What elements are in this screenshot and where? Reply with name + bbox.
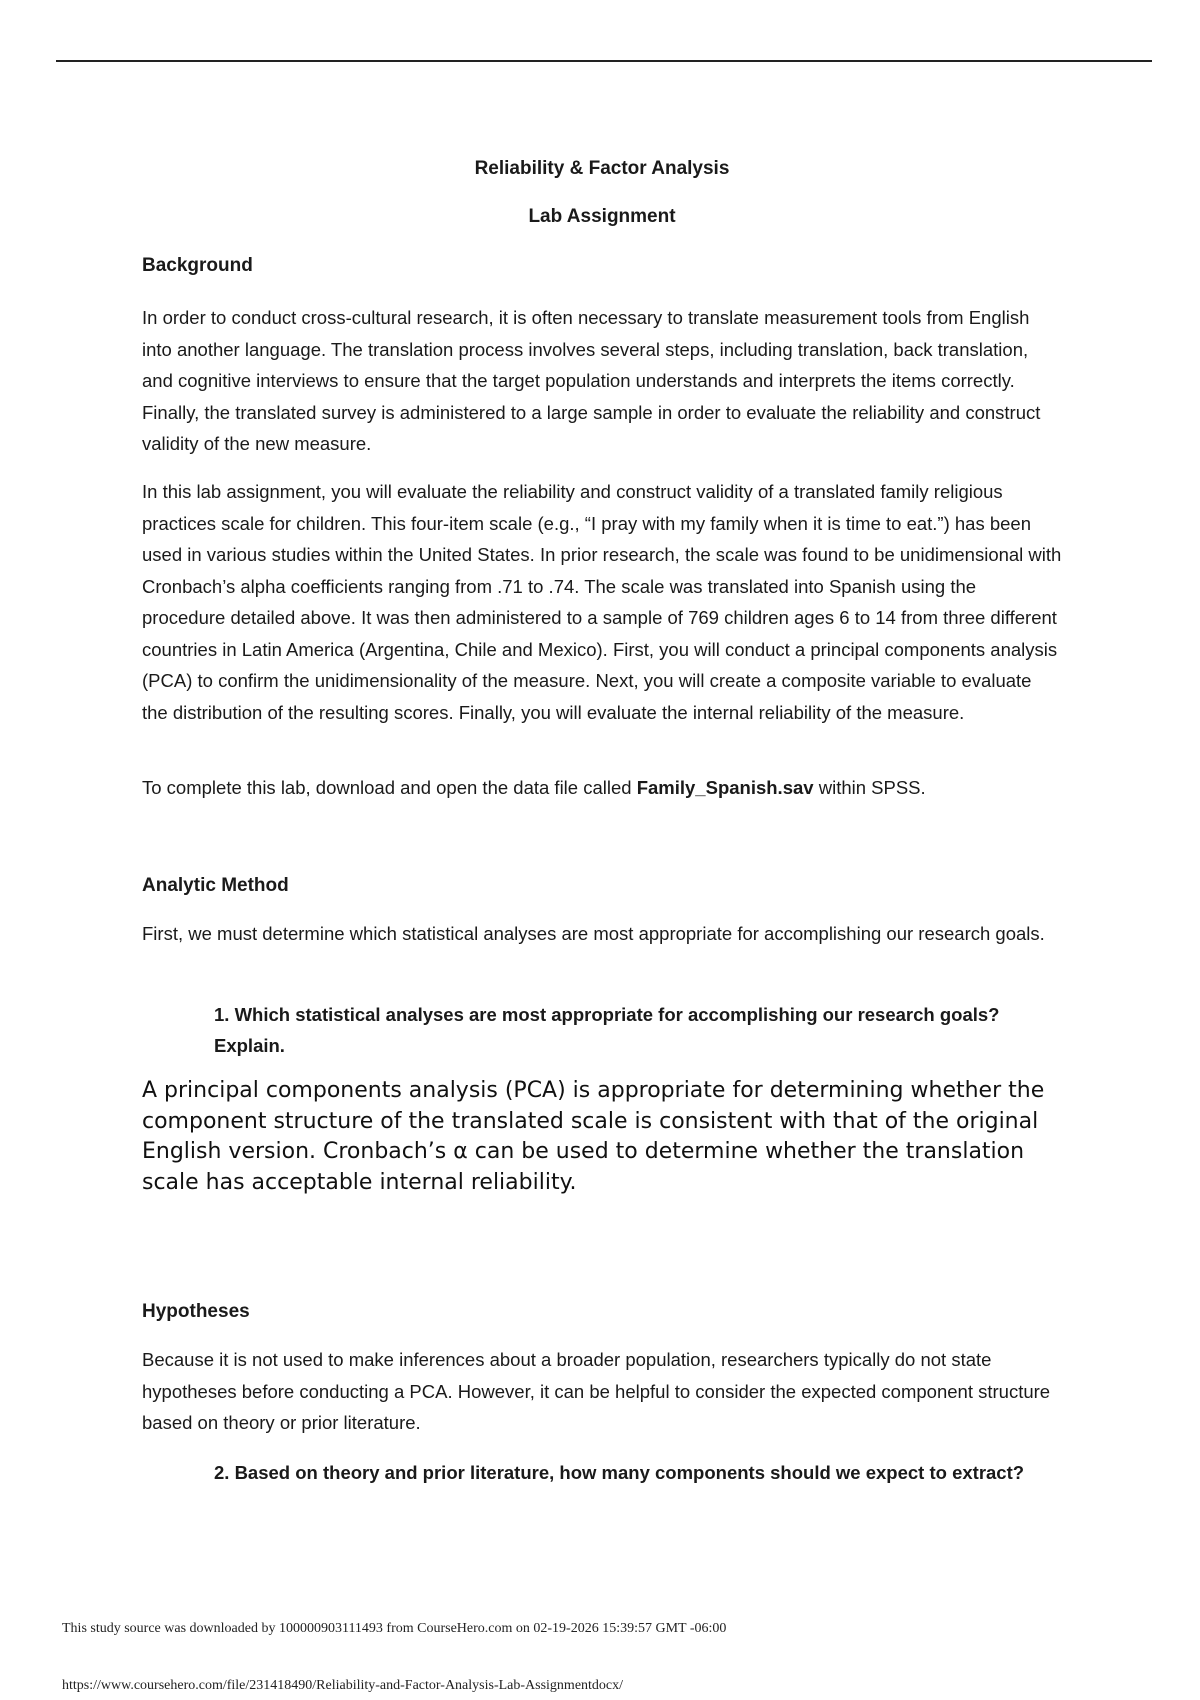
- document-subtitle: Lab Assignment: [528, 206, 676, 227]
- background-paragraph-3: [142, 772, 1062, 804]
- top-rule: [56, 60, 1152, 62]
- analytic-method-heading: Analytic Method: [142, 875, 289, 896]
- answer-1: A principal components analysis (PCA) is appropriate for determining whether the component structure of the translated scale is consistent with that of the original English version. Cronbach’s α can be used to determine whether the translation scale has acceptable internal reliability.: [142, 1078, 1045, 1195]
- hypotheses-heading: Hypotheses: [142, 1301, 250, 1322]
- background-paragraph-2: In this lab assignment, you will evaluate the reliability and construct validity of a translated family religious practices scale for children. This four-item scale (e.g., “I pray with my family when it is time to eat.”) has been used in various studies within the United States. In prior research, the scale was found to be unidimensional with Cronbach’s alpha coefficients ranging from .71 to .74. The scale was translated into Spanish using the procedure detailed above. It was then administered to a sample of 769 children ages 6 to 14 from three different countries in Latin America (Argentina, Chile and Mexico). First, you will conduct a principal components analysis (PCA) to confirm the unidimensionality of the measure. Next, you will create a composite variable to evaluate the distribution of the resulting scores. Finally, you will evaluate the internal reliability of the measure.: [142, 481, 1062, 723]
- document-title: Reliability & Factor Analysis: [474, 158, 730, 179]
- background-paragraph-1: In order to conduct cross-cultural research, it is often necessary to translate measurement tools from English into another language. The translation process involves several steps, including translation, back translation, and cognitive interviews to ensure that the target population understands and interprets the items correctly. Finally, the translated survey is administered to a large sample in order to evaluate the reliability and construct validity of the new measure.: [142, 307, 1041, 454]
- hypotheses-paragraph: Because it is not used to make inferences about a broader population, researchers typically do not state hypotheses before conducting a PCA. However, it can be helpful to consider the expected component structure based on theory or prior literature.: [142, 1349, 1051, 1433]
- question-1: 1. Which statistical analyses are most appropriate for accomplishing our research goals? Explain.: [214, 1004, 1000, 1056]
- background-heading: Background: [142, 255, 253, 276]
- paragraph3-suffix: within SPSS.: [813, 777, 926, 798]
- source-url[interactable]: https://www.coursehero.com/file/231418490/Reliability-and-Factor-Analysis-Lab-Assignmentdocx/: [62, 1678, 624, 1693]
- paragraph3-prefix: To complete this lab, download and open the data file called: [142, 777, 637, 798]
- download-notice: This study source was downloaded by 100000903111493 from CourseHero.com on 02-19-2026 15:39:57 GMT -06:00: [62, 1621, 727, 1636]
- question-2: 2. Based on theory and prior literature, how many components should we expect to extract?: [214, 1462, 1025, 1483]
- analytic-method-paragraph: First, we must determine which statistical analyses are most appropriate for accomplishing our research goals.: [142, 923, 1045, 944]
- data-file-name: Family_Spanish.sav: [636, 777, 814, 798]
